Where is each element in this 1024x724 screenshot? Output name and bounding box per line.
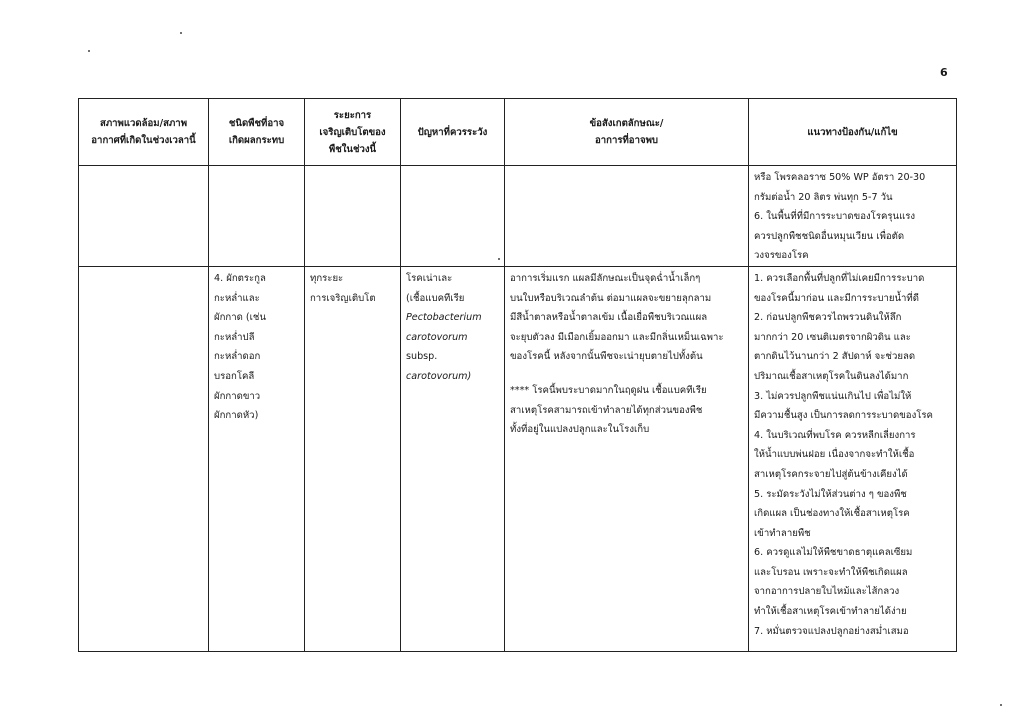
table-row bbox=[79, 266, 957, 651]
text-line: หรือ โพรคลอราซ 50% WP อัตรา 20-30 bbox=[754, 172, 926, 183]
text-line: และโบรอน เพราะจะทำให้พืชเกิดแผล bbox=[754, 566, 908, 578]
header-line: เจริญเติบโตของ bbox=[319, 126, 386, 138]
text-line: ของโรคนี้มาก่อน และมีการระบายน้ำที่ดี bbox=[754, 292, 919, 304]
text-line: มีสีน้ำตาลหรือน้ำตาลเข้ม เนื้อเยื่อพืชบริเวณแผล bbox=[510, 312, 708, 324]
text-line: บรอกโคลี bbox=[214, 370, 255, 382]
text-line: 4. ในบริเวณที่พบโรค ควรหลีกเลี่ยงการ bbox=[754, 429, 916, 441]
header-prevention bbox=[749, 99, 957, 166]
header-line: แนวทางป้องกัน/แก้ไข bbox=[807, 126, 898, 138]
text-line: สาเหตุโรคสามารถเข้าทำลายได้ทุกส่วนของพืช bbox=[510, 404, 703, 416]
text-line: ปริมาณเชื้อสาเหตุโรคในดินลงได้มาก bbox=[754, 370, 909, 382]
text-line: การเจริญเติบโต bbox=[310, 292, 376, 304]
text-line: ผักกาดขาว bbox=[214, 390, 261, 402]
header-line: เกิดผลกระทบ bbox=[228, 135, 285, 146]
text-line: 5. ระมัดระวังไม่ให้ส่วนต่าง ๆ ของพืช bbox=[754, 488, 907, 500]
scientific-name: Pectobacterium bbox=[406, 312, 482, 324]
text-line: วงจรของโรค bbox=[754, 250, 809, 262]
header-line: อาการที่อาจพบ bbox=[594, 135, 658, 146]
text-line: อาการเริ่มแรก แผลมีลักษณะเป็นจุดฉ่ำน้ำเล็กๆ bbox=[510, 272, 701, 284]
text-line: จากอาการปลายใบไหม้และไส้กลวง bbox=[754, 586, 900, 598]
text-line: เกิดแผล เป็นช่องทางให้เชื้อสาเหตุโรค bbox=[754, 508, 910, 520]
text-line: กะหล่ำปลี bbox=[214, 331, 255, 343]
cell-growth-stage bbox=[305, 166, 401, 267]
scan-speck bbox=[180, 32, 182, 34]
disease-table bbox=[78, 98, 957, 652]
text-line: 1. ควรเลือกพื้นที่ปลูกที่ไม่เคยมีการระบาด bbox=[754, 272, 925, 284]
symptoms-note bbox=[510, 381, 743, 440]
header-line: สภาพแวดล้อม/สภาพ bbox=[99, 118, 188, 129]
text-line: 6. ในพื้นที่ที่มีการระบาดของโรครุนแรง bbox=[754, 211, 916, 223]
header-line: ปัญหาที่ควรระวัง bbox=[417, 126, 488, 138]
cell-symptoms bbox=[505, 266, 749, 651]
text-line: 2. ก่อนปลูกพืชควรไถพรวนดินให้ลึก bbox=[754, 312, 902, 324]
text-line: มากกว่า 20 เซนติเมตรจากผิวดิน และ bbox=[754, 331, 911, 343]
scientific-name: carotovorum) bbox=[406, 370, 472, 382]
scan-speck bbox=[1000, 704, 1002, 706]
text-line: (เชื้อแบคทีเรีย bbox=[406, 292, 465, 304]
cell-prevention bbox=[749, 266, 957, 651]
cell-prevention bbox=[749, 166, 957, 267]
header-line: ระยะการ bbox=[333, 109, 372, 121]
text-line: บนใบหรือบริเวณลำต้น ต่อมาแผลจะขยายลุกลาม bbox=[510, 292, 712, 304]
text-line: ทุกระยะ bbox=[310, 272, 344, 284]
header-line: อากาศที่เกิดในช่วงเวลานี้ bbox=[91, 135, 196, 146]
header-environment bbox=[79, 99, 209, 166]
cell-crops bbox=[209, 266, 305, 651]
text-line: **** โรคนี้พบระบาดมากในฤดูฝน เชื้อแบคทีเรีย bbox=[510, 384, 707, 396]
text-line: จะยุบตัวลง มีเมือกเยิ้มออกมา และมีกลิ่นเหม็นเฉพาะ bbox=[510, 331, 724, 343]
text-line: ของโรคนี้ หลังจากนั้นพืชจะเน่ายุบตายไปทั้งต้น bbox=[510, 351, 703, 363]
text-line: โรคเน่าเละ bbox=[406, 272, 453, 284]
header-growth-stage bbox=[305, 99, 401, 166]
text-line: 4. ผักตระกูล bbox=[214, 272, 266, 284]
text-line: ตากดินไว้นานกว่า 2 สัปดาห์ จะช่วยลด bbox=[754, 351, 916, 363]
text-line: 3. ไม่ควรปลูกพืชแน่นเกินไป เพื่อไม่ให้ bbox=[754, 390, 912, 402]
cell-symptoms bbox=[505, 166, 749, 267]
cell-crops bbox=[209, 166, 305, 267]
cell-problem bbox=[401, 166, 505, 267]
text-line: กะหล่ำและ bbox=[214, 292, 260, 304]
text-line: 7. หมั่นตรวจแปลงปลูกอย่างสม่ำเสมอ bbox=[754, 625, 909, 637]
header-line: ข้อสังเกตลักษณะ/ bbox=[589, 118, 664, 129]
scientific-name: carotovorum bbox=[406, 331, 468, 343]
scan-speck bbox=[88, 50, 90, 52]
text-line: กะหล่ำดอก bbox=[214, 351, 261, 363]
cell-problem bbox=[401, 266, 505, 651]
cell-growth-stage bbox=[305, 266, 401, 651]
text-line: ทั้งที่อยู่ในแปลงปลูกและในโรงเก็บ bbox=[510, 424, 650, 436]
header-line: พืชในช่วงนี้ bbox=[328, 143, 377, 155]
text-line: ผักกาด (เช่น bbox=[214, 312, 266, 324]
text-line: ทำให้เชื้อสาเหตุโรคเข้าทำลายได้ง่าย bbox=[754, 606, 907, 618]
text-line: ให้น้ำแบบพ่นฝอย เนื่องจากจะทำให้เชื้อ bbox=[754, 449, 915, 461]
table-header-row bbox=[79, 99, 957, 166]
text-line: ผักกาดหัว) bbox=[214, 410, 259, 422]
cell-environment bbox=[79, 266, 209, 651]
text-line: subsp. bbox=[406, 351, 438, 363]
header-crops bbox=[209, 99, 305, 166]
text-line: เข้าทำลายพืช bbox=[754, 527, 811, 539]
cell-environment bbox=[79, 166, 209, 267]
page-number: 6 bbox=[940, 66, 948, 79]
text-line: กรัมต่อน้ำ 20 ลิตร พ่นทุก 5-7 วัน bbox=[754, 191, 893, 203]
text-line: สาเหตุโรคกระจายไปสู่ต้นข้างเคียงได้ bbox=[754, 468, 908, 480]
table-row bbox=[79, 166, 957, 267]
text-line: 6. ควรดูแลไม่ให้พืชขาดธาตุแคลเซียม bbox=[754, 547, 913, 559]
text-line: ควรปลูกพืชชนิดอื่นหมุนเวียน เพื่อตัด bbox=[754, 230, 905, 242]
header-problem bbox=[401, 99, 505, 166]
header-symptoms bbox=[505, 99, 749, 166]
text-line: มีความชื้นสูง เป็นการลดการระบาดของโรค bbox=[754, 410, 933, 422]
header-line: ชนิดพืชที่อาจ bbox=[228, 118, 285, 129]
